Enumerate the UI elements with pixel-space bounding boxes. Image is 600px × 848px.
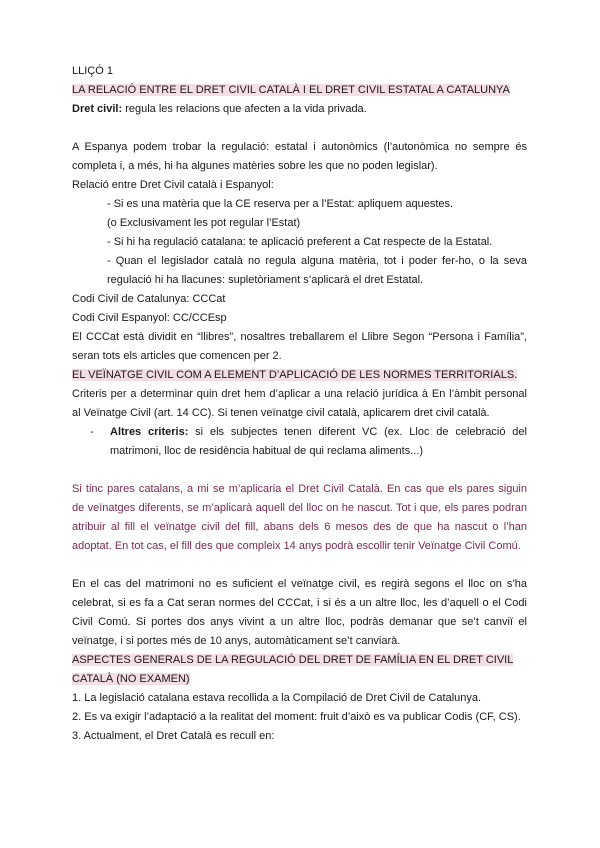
paragraph-line: veïnatge, i si portes més de 10 anys, automàticament se’t canviarà. xyxy=(72,635,401,647)
paragraph-line: completa i, a més, hi ha algunes matèries sobre les que no poden legislar). xyxy=(72,160,438,172)
section-heading-familia-cont: CATALÀ (NO EXAMEN) xyxy=(72,673,190,685)
section-heading-relacio: LA RELACIÓ ENTRE EL DRET CIVIL CATALÀ I EL DRET CIVIL ESTATAL A CATALUNYA xyxy=(72,84,510,96)
list-item: - Si hi ha regulació catalana: te aplicació preferent a Cat respecte de la Estatal. xyxy=(107,236,493,248)
paragraph-line: Civil Comú. Si portes dos anys vivint a un altre lloc, podràs demanar que se’t canviï el xyxy=(72,616,527,628)
paragraph-line: Si tinc pares catalans, a mi se m’aplicaria el Dret Civil Català. En cas que els pares siguin xyxy=(72,483,527,495)
paragraph-line: El CCCat està dividit en “llibres”, nosaltres treballarem el Llibre Segon “Persona i Família”, xyxy=(72,331,527,343)
codi-civil-catalunya: Codi Civil de Catalunya: CCCat xyxy=(72,293,226,305)
list-item: regulació hi ha llacunes: supletòriament s’aplicarà el dret Estatal. xyxy=(107,274,424,286)
paragraph-line: A Espanya podem trobar la regulació: estatal i autonòmics (l’autonòmica no sempre és xyxy=(72,141,527,153)
list-item: - Quan el legislador català no regula alguna matèria, tot i poder fer-ho, o la seva xyxy=(107,255,527,267)
section-heading-familia: ASPECTES GENERALS DE LA REGULACIÓ DEL DRET DE FAMÍLIA EN EL DRET CIVIL xyxy=(72,654,514,666)
paragraph-line: Criteris per a determinar quin dret hem d’aplicar a una relació jurídica à En l’àmbit personal xyxy=(72,388,527,400)
numbered-item: 1. La legislació catalana estava recollida a la Compilació de Dret Civil de Catalunya. xyxy=(72,692,482,704)
altres-criteris-cont: matrimoni, lloc de residència habitual de qui reclama aliments...) xyxy=(110,445,424,457)
paragraph-line: al Veïnatge Civil (art. 14 CC). Si tenen veïnatge civil català, aplicarem dret civil català. xyxy=(72,407,490,419)
paragraph-line: celebrat, si es fa a Cat seran normes del CCCat, i si és a un altre lloc, les d’aquell o el Codi xyxy=(72,597,527,609)
list-item: - Si es una matèria que la CE reserva per a l’Estat: apliquem aquestes. xyxy=(107,198,454,210)
document-page xyxy=(72,62,527,746)
numbered-item: 2. Es va exigir l’adaptació a la realitat del moment: fruit d’això es va publicar Codis (CF, CS). xyxy=(72,711,521,723)
altres-criteris-text: si els subjectes tenen diferent VC (ex. Lloc de celebració del xyxy=(188,426,527,438)
paragraph-line: seran tots els articles que comencen per 2. xyxy=(72,350,282,362)
paragraph-line: adoptat. En tot cas, el fill des que compleix 14 anys podrà escollir tenir Veïnatge Civil Comú. xyxy=(72,540,521,552)
list-item: (o Exclusivament les pot regular l’Estat) xyxy=(107,217,301,229)
codi-civil-espanyol: Codi Civil Espanyol: CC/CCEsp xyxy=(72,312,227,324)
paragraph-line: de veïnatges diferents, se m’aplicarà aquell del lloc on he nascut. Tot i que, els pares podran xyxy=(72,502,527,514)
definition-text: regula les relacions que afecten a la vida privada. xyxy=(122,103,367,115)
bullet-dash: - xyxy=(90,426,94,438)
relacio-label: Relació entre Dret Civil català i Espanyol: xyxy=(72,179,274,191)
definition-term: Dret civil: xyxy=(72,103,123,115)
definition-dret-civil xyxy=(72,100,527,119)
numbered-item: 3. Actualment, el Dret Català es recull en: xyxy=(72,730,275,742)
altres-criteris-label: Altres criteris: xyxy=(110,426,189,438)
paragraph-line: atribuir al fill el veïnatge civil del fill, abans dels 6 mesos des de que ha nascut o l’han xyxy=(72,521,527,533)
lesson-title: LLIÇÓ 1 xyxy=(72,65,113,77)
section-heading-veinatge: EL VEÏNATGE CIVIL COM A ELEMENT D’APLICACIÓ DE LES NORMES TERRITORIALS. xyxy=(72,369,518,381)
altres-criteris-item xyxy=(72,423,527,442)
paragraph-line: En el cas del matrimoni no es suficient el veïnatge civil, es regirà segons el lloc on s’ha xyxy=(72,578,527,590)
